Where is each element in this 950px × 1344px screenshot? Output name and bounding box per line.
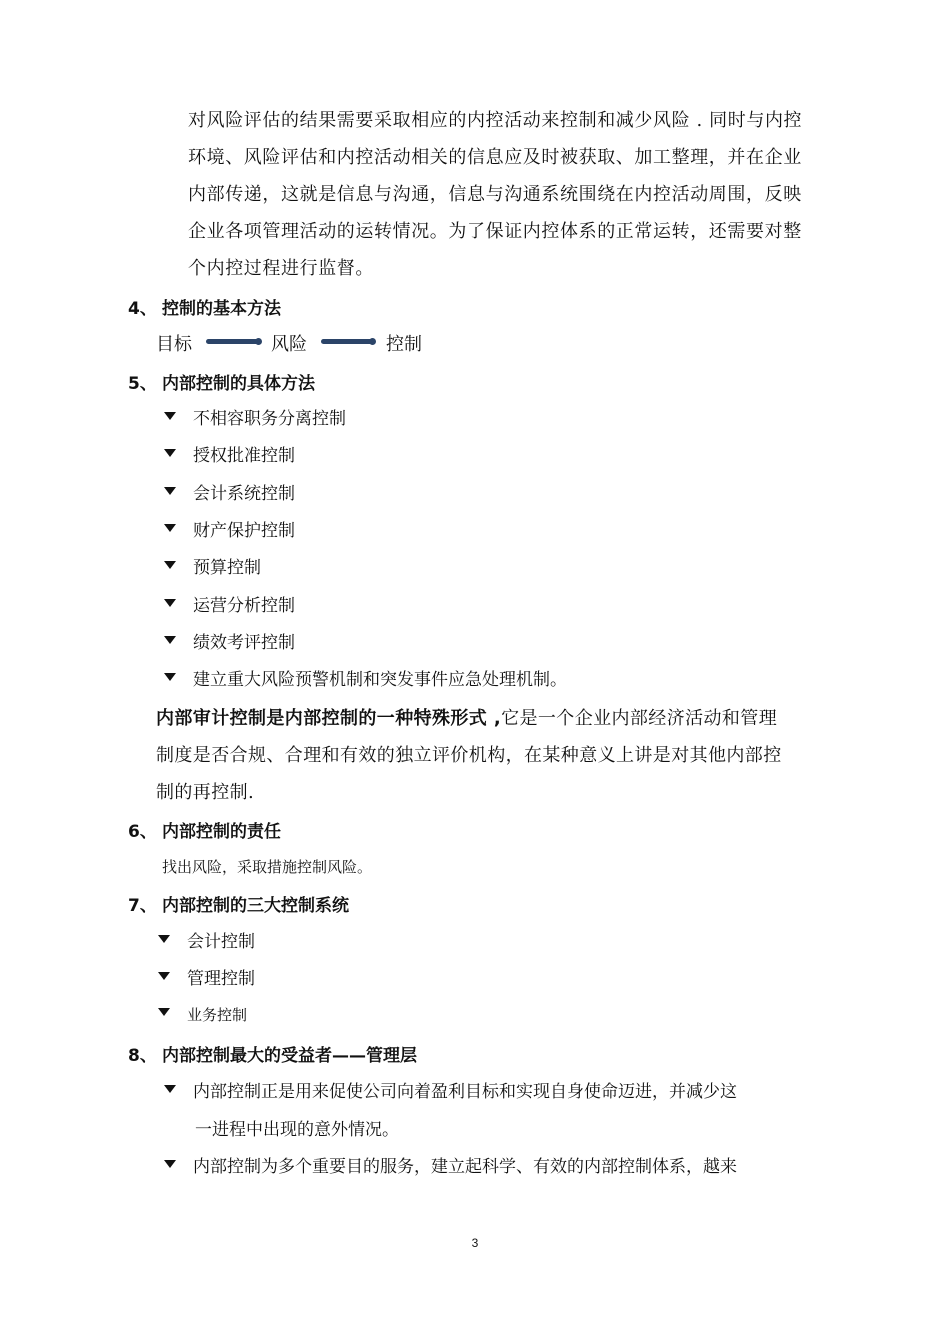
section-6-heading [128, 817, 281, 842]
triangle-bullet-icon [158, 972, 170, 980]
flow-step-risk: 风险 [271, 334, 307, 355]
audit-paragraph-line: 制的再控制. [156, 782, 255, 803]
list-item: 预算控制 [164, 553, 261, 578]
intro-line: 企业各项管理活动的运转情况。为了保证内控体系的正常运转，还需要对整 [188, 221, 802, 242]
section-number: 5、 [128, 374, 157, 394]
triangle-bullet-icon [164, 524, 176, 532]
section-5-heading [128, 369, 315, 394]
triangle-bullet-icon [164, 487, 176, 495]
list-item: 业务控制 [158, 1004, 247, 1025]
list-item: 不相容职务分离控制 [164, 404, 346, 429]
list-item: 会计控制 [158, 927, 255, 952]
intro-line: 对风险评估的结果需要采取相应的内控活动来控制和减少风险 . 同时与内控 [188, 110, 803, 131]
list-item: 内部控制为多个重要目的服务，建立起科学、有效的内部控制体系，越来 [164, 1152, 737, 1177]
section-4-heading [128, 294, 281, 319]
list-item: 会计系统控制 [164, 479, 295, 504]
section-number: 7、 [128, 896, 157, 916]
flow-arrow-icon [321, 339, 373, 344]
responsibility-text: 找出风险，采取措施控制风险。 [162, 858, 373, 876]
section-title: 内部控制最大的受益者——管理层 [162, 1046, 417, 1066]
triangle-bullet-icon [164, 561, 176, 569]
list-item-continuation: 一进程中出现的意外情况。 [195, 1120, 399, 1140]
list-item: 内部控制正是用来促使公司向着盈利目标和实现自身使命迈进，并减少这 [164, 1077, 737, 1102]
triangle-bullet-icon [164, 412, 176, 420]
section-7-heading [128, 891, 349, 916]
list-item: 绩效考评控制 [164, 628, 295, 653]
triangle-bullet-icon [164, 449, 176, 457]
flow-step-goal: 目标 [156, 334, 192, 355]
intro-line: 内部传递，这就是信息与沟通，信息与沟通系统围绕在内控活动周围，反映 [188, 184, 802, 205]
list-item: 运营分析控制 [164, 591, 295, 616]
triangle-bullet-icon [158, 935, 170, 943]
audit-paragraph-line: 内部审计控制是内部控制的一种特殊形式 ,它是一个企业内部经济活动和管理 [156, 708, 778, 729]
list-item: 管理控制 [158, 964, 255, 989]
triangle-bullet-icon [164, 1160, 176, 1168]
list-item: 财产保护控制 [164, 516, 295, 541]
intro-line: 环境、风险评估和内控活动相关的信息应及时被获取、加工整理，并在企业 [188, 147, 802, 168]
flow-arrow-icon [206, 339, 259, 344]
section-title: 控制的基本方法 [162, 299, 281, 319]
section-8-heading [128, 1041, 417, 1066]
flow-step-control: 控制 [386, 334, 422, 355]
list-item: 建立重大风险预警机制和突发事件应急处理机制。 [164, 665, 567, 690]
triangle-bullet-icon [164, 599, 176, 607]
audit-bold-lead: 内部审计控制是内部控制的一种特殊形式 , [156, 708, 502, 729]
section-title: 内部控制的责任 [162, 822, 281, 842]
triangle-bullet-icon [164, 636, 176, 644]
section-number: 4、 [128, 299, 157, 319]
page-number: 3 [471, 1236, 479, 1250]
intro-line: 个内控过程进行监督。 [188, 258, 374, 279]
audit-paragraph-line: 制度是否合规、合理和有效的独立评价机构，在某种意义上讲是对其他内部控 [156, 745, 782, 766]
triangle-bullet-icon [158, 1008, 170, 1016]
section-number: 8、 [128, 1046, 157, 1066]
section-title: 内部控制的三大控制系统 [162, 896, 349, 916]
section-title: 内部控制的具体方法 [162, 374, 315, 394]
section-number: 6、 [128, 822, 157, 842]
triangle-bullet-icon [164, 1085, 176, 1093]
list-item: 授权批准控制 [164, 441, 295, 466]
triangle-bullet-icon [164, 673, 176, 681]
